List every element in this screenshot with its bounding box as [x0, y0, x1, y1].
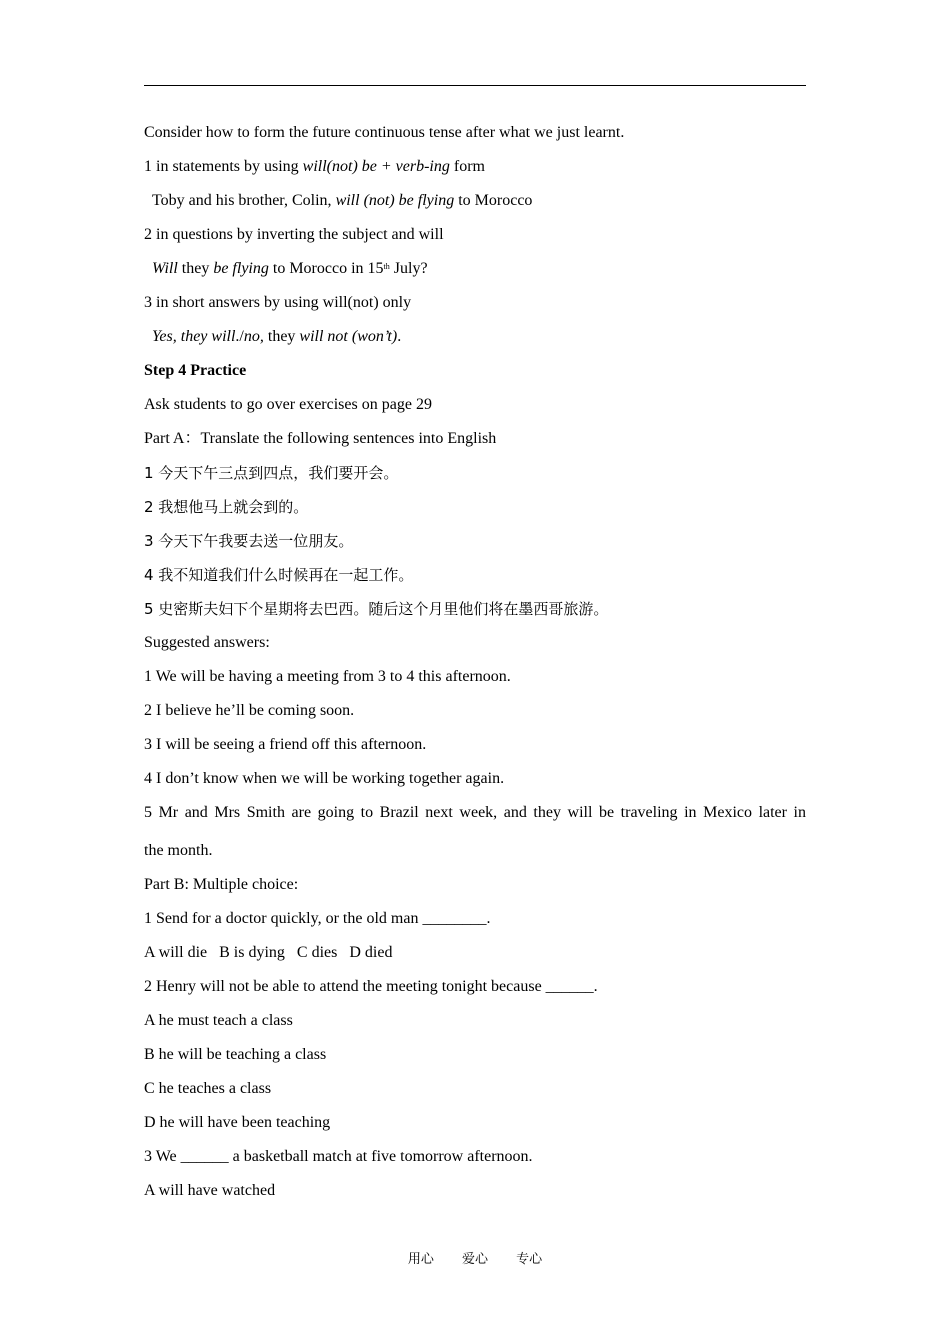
page-footer — [0, 1248, 950, 1267]
question-3-option: A will have watched — [144, 1182, 276, 1199]
question-2: 2 Henry will not be able to attend the meeting tonight because ______. — [144, 978, 598, 995]
question-1-options: A will die B is dying C dies D died — [144, 944, 393, 961]
chinese-sentence: 4 我不知道我们什么时候再在一起工作。 — [144, 566, 414, 584]
question-2-option: C he teaches a class — [144, 1080, 272, 1097]
question-2-option: B he will be teaching a class — [144, 1046, 327, 1063]
step4-heading: Step 4 Practice — [144, 362, 247, 379]
answer-line: 1 We will be having a meeting from 3 to 4 this afternoon. — [144, 668, 511, 685]
footer-word: 用心 — [407, 1252, 434, 1267]
answer-line: 4 I don’t know when we will be working together again. — [144, 770, 505, 787]
part-b-heading: Part B: Multiple choice: — [144, 876, 299, 893]
chinese-sentence: 5 史密斯夫妇下个星期将去巴西。随后这个月里他们将在墨西哥旅游。 — [144, 600, 609, 618]
suggested-answers-heading: Suggested answers: — [144, 634, 270, 651]
question-2-option: A he must teach a class — [144, 1012, 293, 1029]
intro-text: Consider how to form the future continuous tense after what we just learnt. — [144, 124, 625, 141]
document-body — [144, 123, 806, 1215]
footer-word: 专心 — [516, 1252, 543, 1267]
chinese-sentence: 2 我想他马上就会到的。 — [144, 498, 309, 516]
question-3: 3 We ______ a basketball match at five tomorrow afternoon. — [144, 1148, 533, 1165]
example-question: Will they be flying to Morocco in 15th July? — [152, 260, 428, 277]
answer-line-5b: the month. — [144, 842, 213, 859]
rule-statements: 1 in statements by using will(not) be + verb-ing form — [144, 158, 485, 175]
example-short-answer: Yes, they will./no, they will not (won’t). — [152, 328, 402, 345]
answer-line-5a: 5 Mr and Mrs Smith are going to Brazil next week, and they will be traveling in Mexico later in — [144, 804, 806, 821]
answer-line: 3 I will be seeing a friend off this afternoon. — [144, 736, 427, 753]
rule-short-answers: 3 in short answers by using will(not) only — [144, 294, 412, 311]
header-rule — [144, 85, 806, 86]
footer-word: 爱心 — [461, 1252, 488, 1267]
chinese-sentence: 3 今天下午我要去送一位朋友。 — [144, 532, 354, 550]
chinese-sentence: 1 今天下午三点到四点，我们要开会。 — [144, 464, 399, 482]
rule-questions: 2 in questions by inverting the subject and will — [144, 226, 444, 243]
question-2-option: D he will have been teaching — [144, 1114, 331, 1131]
step4-description: Ask students to go over exercises on page 29 — [144, 396, 432, 413]
part-a-heading: Part A：Translate the following sentences into English — [144, 430, 497, 447]
question-1: 1 Send for a doctor quickly, or the old man ________. — [144, 910, 491, 927]
example-statement: Toby and his brother, Colin, will (not) be flying to Morocco — [152, 192, 533, 209]
answer-line: 2 I believe he’ll be coming soon. — [144, 702, 355, 719]
